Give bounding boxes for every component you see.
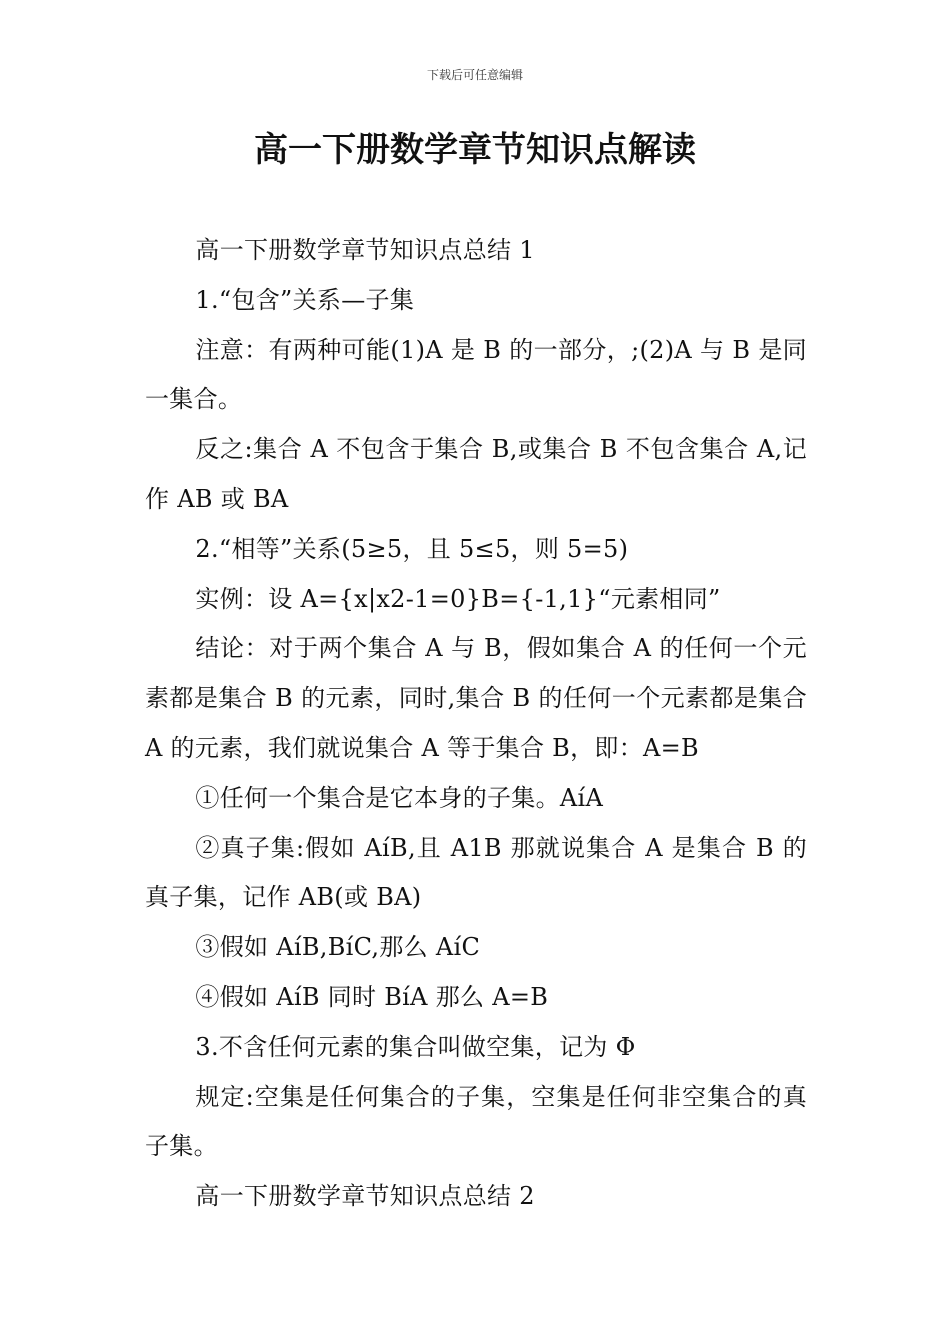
paragraph-item-4: ④假如 AíB 同时 BíA 那么 A=B [195, 982, 549, 1011]
paragraph-conclusion: 结论：对于两个集合 A 与 B，假如集合 A 的任何一个元素都是集合 B 的元素，同时,集合 B 的任何一个元素都是集合 A 的元素，我们就说集合 A 等于集合 B，即：A=B [145, 634, 807, 762]
paragraph-item-1: ①任何一个集合是它本身的子集。AíA [195, 783, 604, 812]
document-title: 高一下册数学章节知识点解读 [254, 130, 696, 170]
header-note: 下载后可任意编辑 [426, 68, 523, 82]
paragraph-empty-set: 3.不含任何元素的集合叫做空集，记为 Φ [195, 1032, 636, 1061]
section-heading-2: 高一下册数学章节知识点总结 2 [195, 1182, 535, 1211]
paragraph-note: 注意：有两种可能(1)A 是 B 的一部分，;(2)A 与 B 是同一集合。 [145, 335, 807, 414]
paragraph-item-2: ②真子集:假如 AíB,且 A1B 那就说集合 A 是集合 B 的真子集，记作 AB(或 BA) [145, 833, 807, 912]
paragraph-equality: 2.“相等”关系(5≥5，且 5≤5，则 5=5) [195, 534, 629, 563]
paragraph-rule: 规定:空集是任何集合的子集，空集是任何非空集合的真子集。 [145, 1082, 807, 1161]
paragraph-converse: 反之:集合 A 不包含于集合 B,或集合 B 不包含集合 A,记作 AB 或 BA [145, 435, 807, 513]
paragraph-item-3: ③假如 AíB,BíC,那么 AíC [195, 933, 481, 962]
paragraph-example: 实例：设 A={x|x2-1=0}B={-1,1}“元素相同” [195, 584, 721, 613]
document-body [145, 226, 807, 1222]
section-heading-1: 高一下册数学章节知识点总结 1 [195, 236, 535, 264]
paragraph-subset: 1.“包含”关系—子集 [195, 285, 415, 314]
